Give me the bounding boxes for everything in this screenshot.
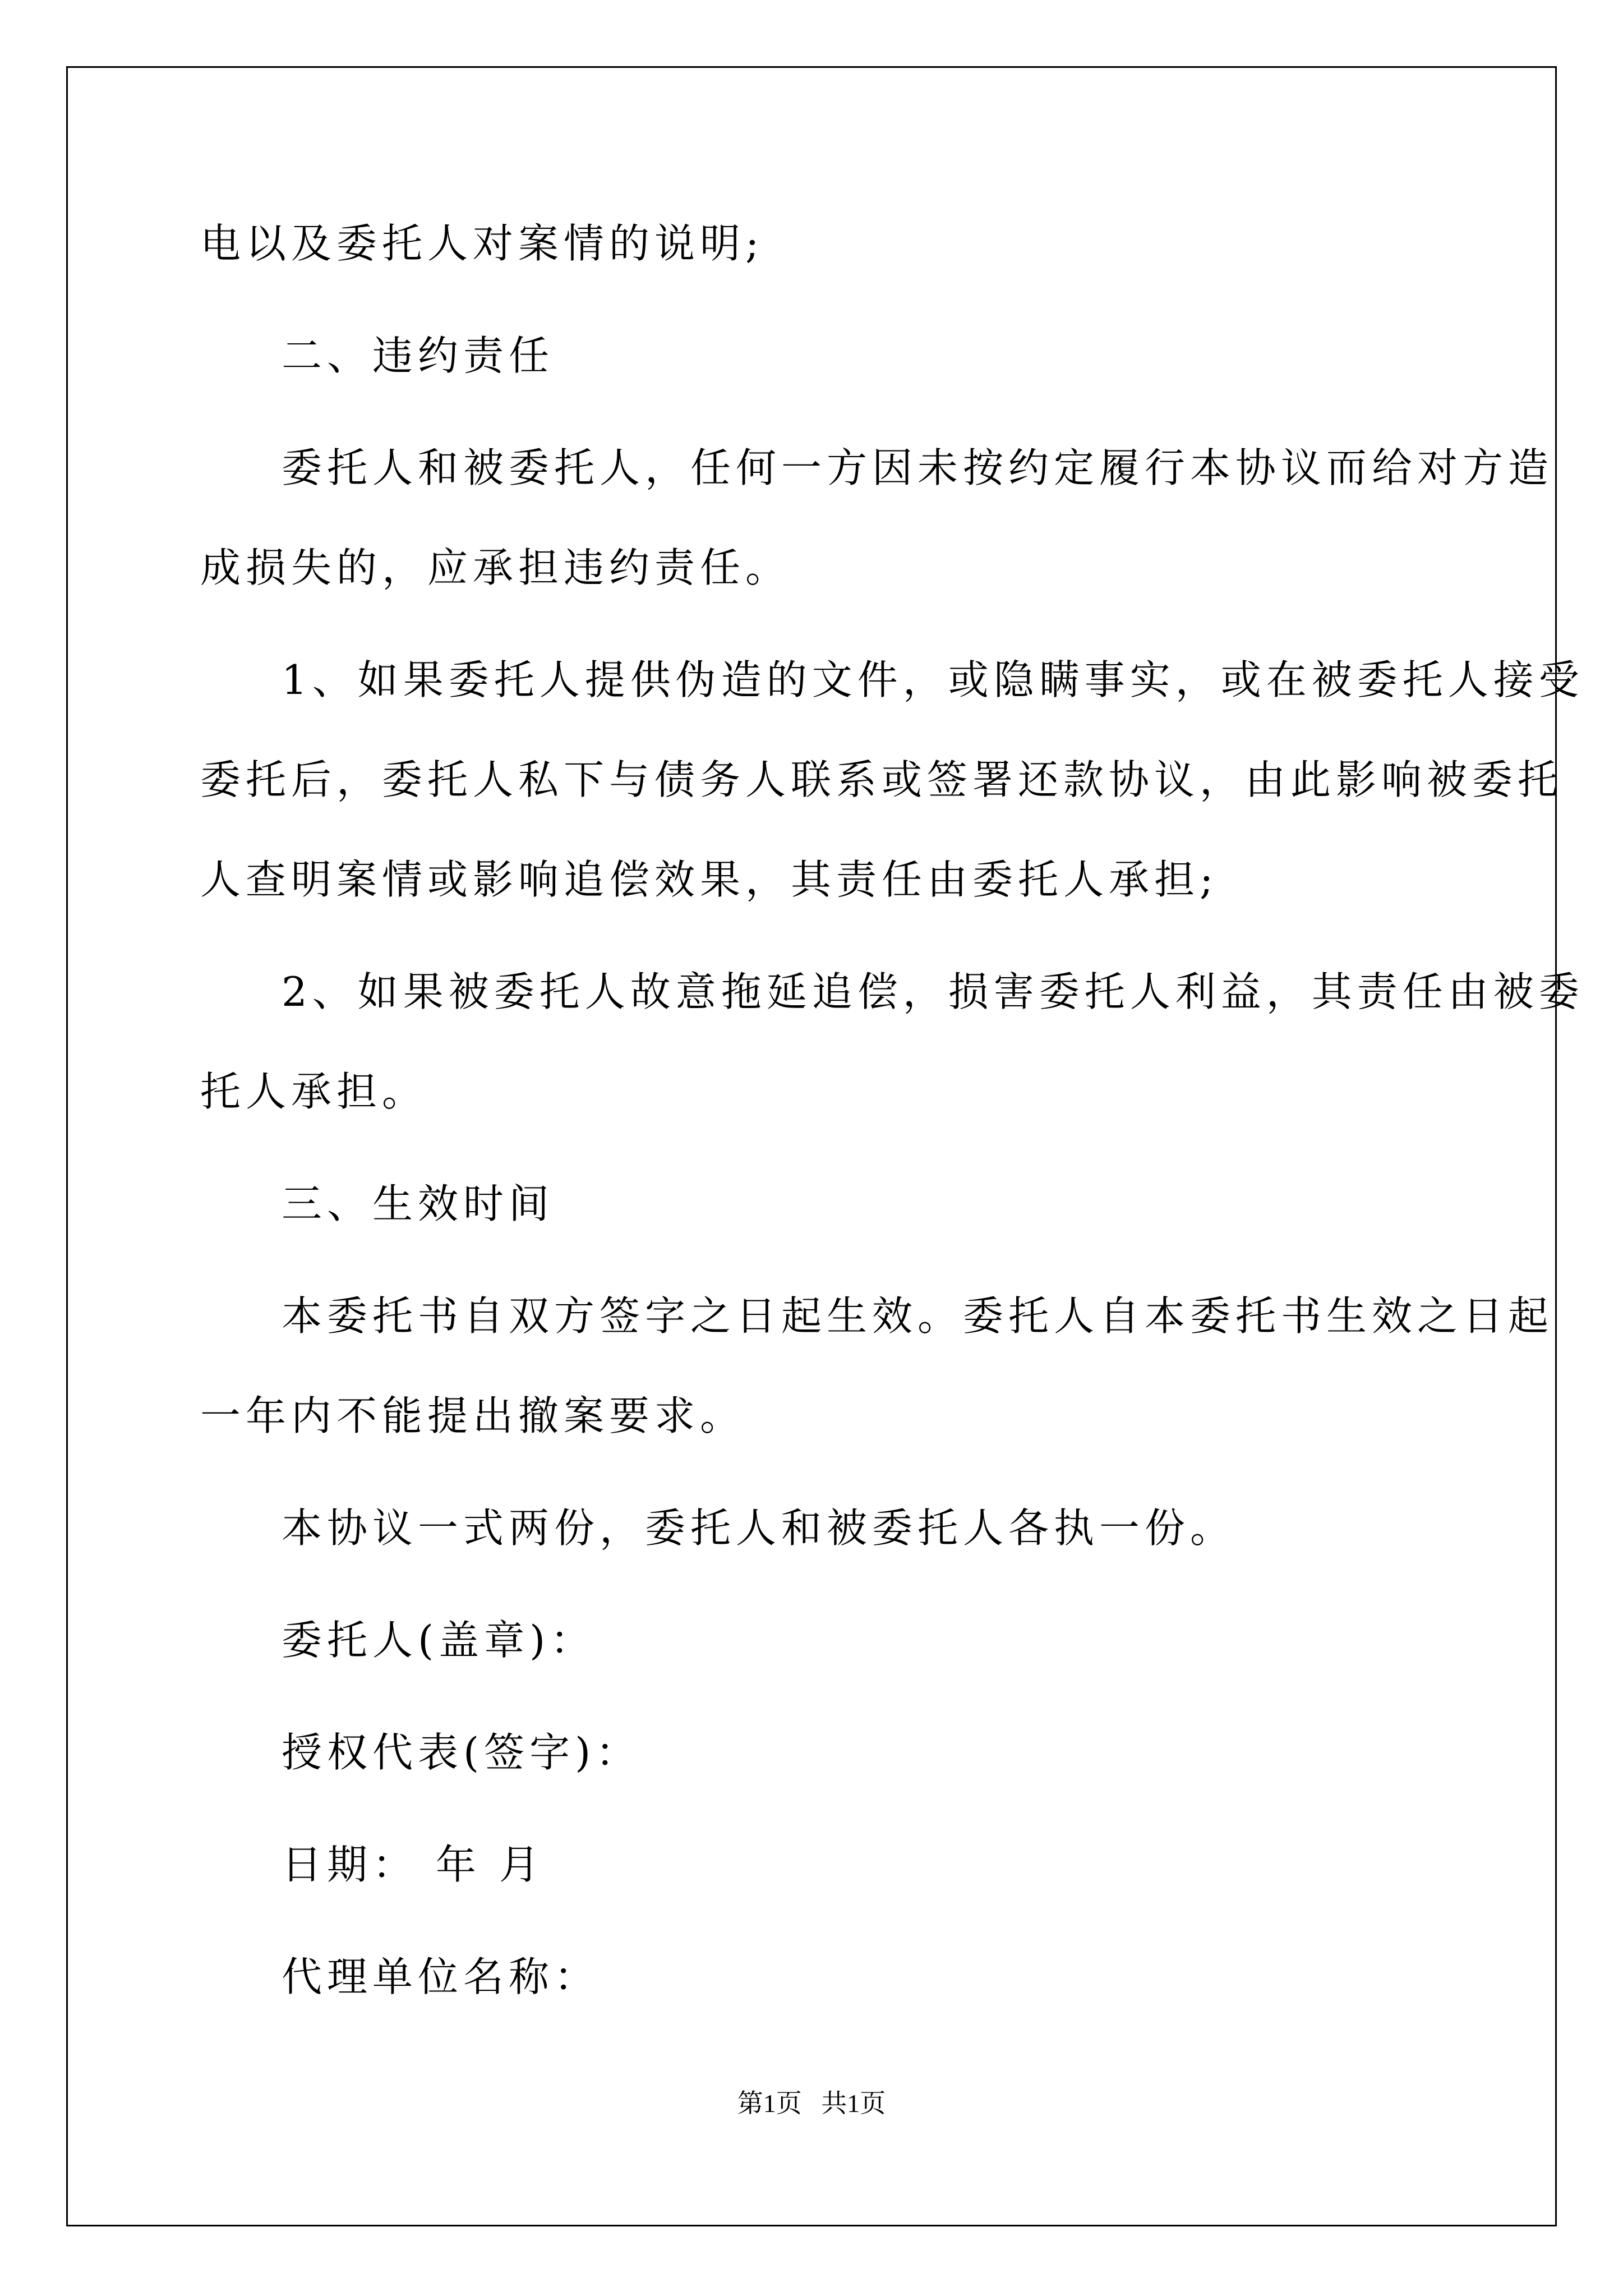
text-line: 托人承担。 bbox=[200, 1068, 428, 1115]
page-number-footer: 第1页 共1页 bbox=[737, 2089, 886, 2118]
text-line: 一年内不能提出撤案要求。 bbox=[200, 1392, 746, 1439]
text-line: 电以及委托人对案情的说明; bbox=[200, 220, 764, 267]
page-border bbox=[66, 66, 1557, 2226]
section-heading: 二、违约责任 bbox=[282, 332, 555, 379]
text-line: 1、如果委托人提供伪造的文件，或隐瞒事实，或在被委托人接受 bbox=[282, 656, 1584, 703]
text-line: 成损失的，应承担违约责任。 bbox=[200, 544, 791, 591]
section-heading: 三、生效时间 bbox=[282, 1180, 555, 1227]
text-line: 本协议一式两份，委托人和被委托人各执一份。 bbox=[282, 1504, 1236, 1552]
signature-field-label: 授权代表(签字)： bbox=[282, 1729, 642, 1776]
text-line: 委托后，委托人私下与债务人联系或签署还款协议，由此影响被委托 bbox=[200, 756, 1564, 803]
text-line: 人查明案情或影响追偿效果，其责任由委托人承担; bbox=[200, 856, 1219, 903]
date-field-label: 日期： 年 月 bbox=[282, 1841, 545, 1888]
signature-field-label: 委托人(盖章)： bbox=[282, 1617, 596, 1664]
text-line: 委托人和被委托人，任何一方因未按约定履行本协议而给对方造 bbox=[282, 444, 1554, 491]
text-line: 本委托书自双方签字之日起生效。委托人自本委托书生效之日起 bbox=[282, 1292, 1554, 1340]
text-line: 2、如果被委托人故意拖延追偿，损害委托人利益，其责任由被委 bbox=[282, 968, 1584, 1015]
agency-name-label: 代理单位名称： bbox=[282, 1953, 600, 2000]
